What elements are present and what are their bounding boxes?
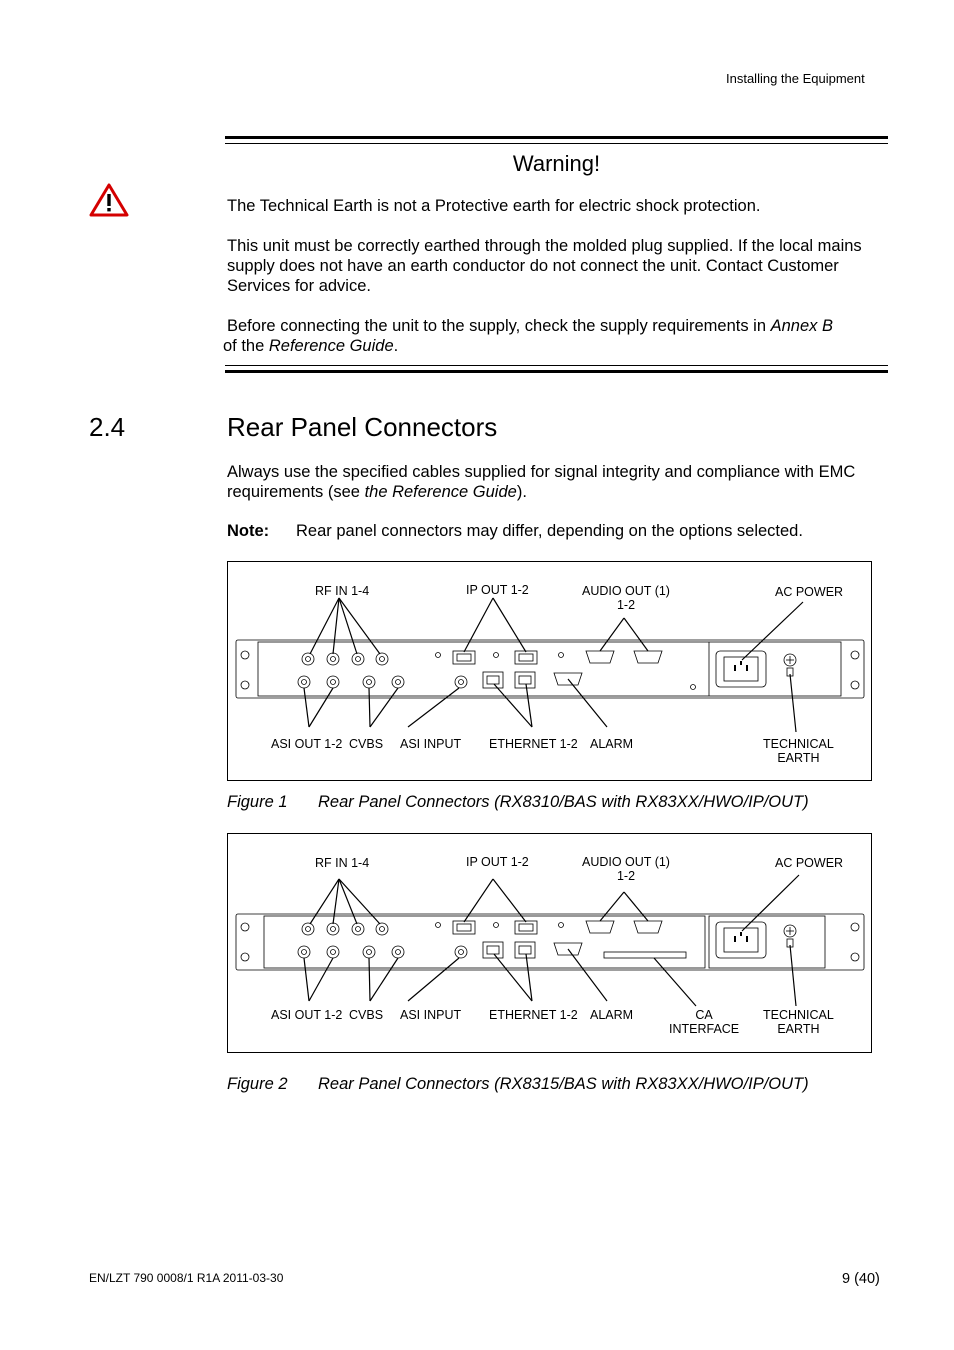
warning-top-rule-thin	[225, 143, 888, 144]
callout-cvbs: CVBS	[349, 1008, 384, 1022]
callout-asi-input: ASI INPUT	[400, 1008, 462, 1022]
callout-asi-out: ASI OUT 1-2	[271, 1008, 343, 1022]
figure-2-box	[227, 833, 872, 1053]
warning-bottom-rule-thin	[225, 365, 888, 366]
section-intro: Always use the specified cables supplied for signal integrity and compliance with EMC requirements (see the Reference Guide).	[227, 463, 856, 501]
callout-ethernet: ETHERNET 1-2	[489, 1008, 578, 1022]
callout-ac-power: AC POWER	[775, 856, 844, 870]
callout-alarm: ALARM	[590, 1008, 634, 1022]
note-text: Rear panel connectors may differ, depending on the options selected.	[296, 522, 803, 540]
callout-ac-power: AC POWER	[775, 585, 844, 599]
callout-asi-out: ASI OUT 1-2	[271, 737, 343, 751]
section-title: Rear Panel Connectors	[227, 412, 498, 442]
callout-rf-in: RF IN 1-4	[315, 584, 370, 598]
callout-audio-out: AUDIO OUT (1) 1-2	[582, 584, 670, 612]
warning-paragraph-3: Before connecting the unit to the supply, check the supply requirements in Annex B of the Reference Guide.	[223, 317, 833, 355]
figure-1-caption: Figure 1 Rear Panel Connectors (RX8310/BAS with RX83XX/HWO/IP/OUT)	[227, 793, 809, 811]
callout-ip-out: IP OUT 1-2	[466, 583, 529, 597]
warning-triangle-icon	[89, 183, 129, 217]
warning-bottom-rule	[225, 370, 888, 373]
callout-ip-out: IP OUT 1-2	[466, 855, 529, 869]
warning-paragraph-2: This unit must be correctly earthed through the molded plug supplied. If the local mains supply does not have an earth conductor do not connect the unit. Contact Customer Services for advice.	[227, 237, 862, 295]
callout-technical-earth: TECHNICAL EARTH	[763, 737, 834, 765]
callout-ethernet: ETHERNET 1-2	[489, 737, 578, 751]
callout-ca-interface: CA INTERFACE	[669, 1008, 740, 1036]
section-number: 2.4	[89, 412, 126, 442]
callout-rf-in: RF IN 1-4	[315, 856, 370, 870]
callout-cvbs: CVBS	[349, 737, 384, 751]
warning-title: Warning!	[512, 151, 601, 176]
running-header: Installing the Equipment	[726, 71, 865, 86]
warning-top-rule	[225, 136, 888, 139]
callout-alarm: ALARM	[590, 737, 634, 751]
figure-2-caption: Figure 2 Rear Panel Connectors (RX8315/BAS with RX83XX/HWO/IP/OUT)	[227, 1075, 809, 1093]
callout-technical-earth: TECHNICAL EARTH	[763, 1008, 834, 1036]
note-label: Note:	[227, 522, 270, 540]
footer-doc-id: EN/LZT 790 0008/1 R1A 2011-03-30	[89, 1271, 284, 1285]
callout-asi-input: ASI INPUT	[400, 737, 462, 751]
warning-paragraph-1: The Technical Earth is not a Protective earth for electric shock protection.	[227, 197, 761, 215]
page-number: 9 (40)	[842, 1271, 880, 1287]
callout-audio-out: AUDIO OUT (1) 1-2	[582, 855, 670, 883]
figure-1-box	[227, 561, 872, 781]
